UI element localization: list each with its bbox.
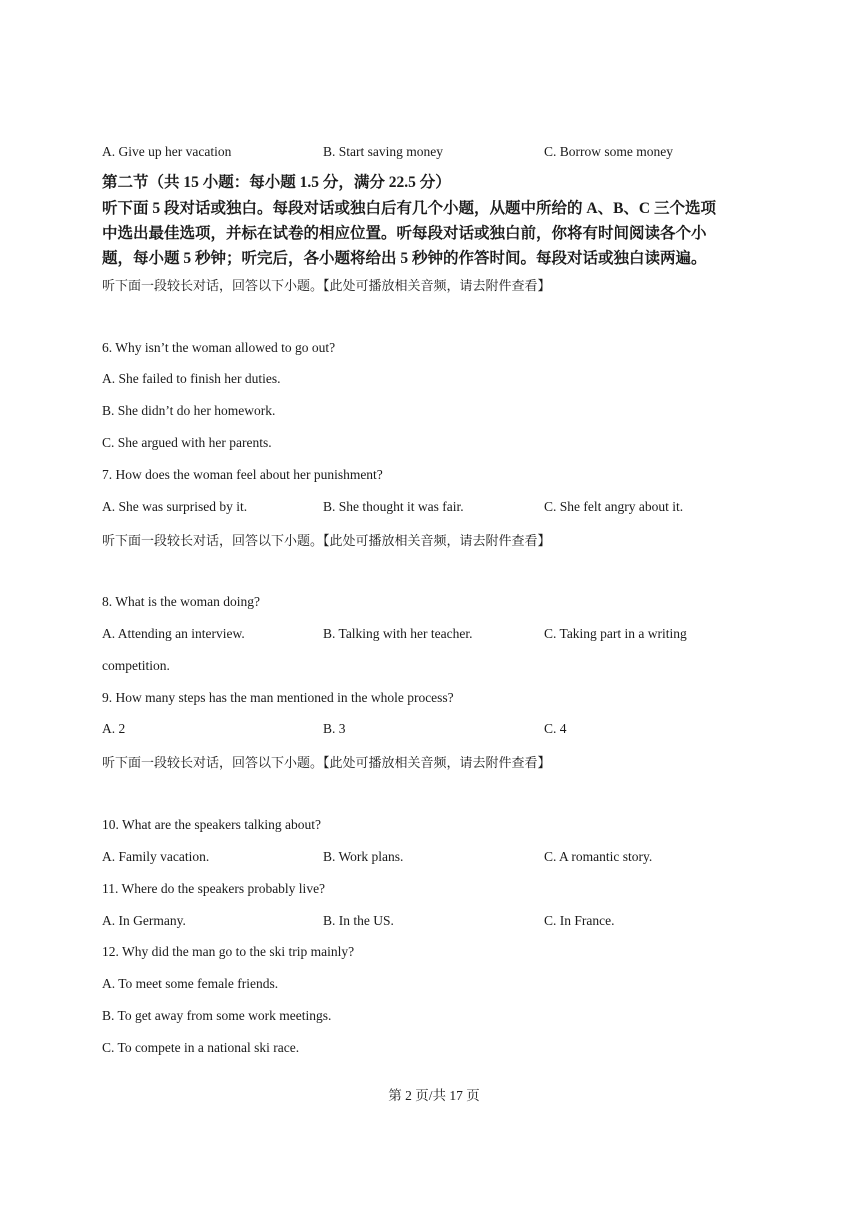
instructions-line-1: 听下面 5 段对话或独白。每段对话或独白后有几个小题，从题中所给的 A、B、C 三个选项 [102,200,716,217]
q12-option-b: B. To get away from some work meetings. [102,1008,332,1023]
q8-question: 8. What is the woman doing? [102,594,260,609]
q5-option-a: A. Give up her vacation [102,144,232,159]
q6-option-c: C. She argued with her parents. [102,435,272,450]
q8-option-b: B. Talking with her teacher. [323,626,473,641]
q10-option-a: A. Family vacation. [102,849,210,864]
q8-option-a: A. Attending an interview. [102,626,245,641]
q7-option-b: B. She thought it was fair. [323,499,464,514]
q12-option-a: A. To meet some female friends. [102,976,279,991]
page-number: 第 2 页/共 17 页 [388,1088,480,1103]
audio-note-1: 听下面一段较长对话，回答以下小题。【此处可播放相关音频，请去附件查看】 [102,278,551,293]
q11-question: 11. Where do the speakers probably live? [102,881,326,896]
q9-question: 9. How many steps has the man mentioned in the whole process? [102,690,454,705]
q7-option-c: C. She felt angry about it. [544,499,684,514]
q12-option-c: C. To compete in a national ski race. [102,1040,300,1055]
q7-question: 7. How does the woman feel about her punishment? [102,467,383,482]
q9-option-a: A. 2 [102,721,126,736]
q11-option-b: B. In the US. [323,913,394,928]
q10-question: 10. What are the speakers talking about? [102,817,322,832]
section-title: 第二节（共 15 小题：每小题 1.5 分，满分 22.5 分） [102,174,451,191]
q9-option-b: B. 3 [323,721,346,736]
q11-option-a: A. In Germany. [102,913,186,928]
q10-option-c: C. A romantic story. [544,849,653,864]
q9-option-c: C. 4 [544,721,567,736]
q8-option-c: C. Taking part in a writing [544,626,687,641]
q6-question: 6. Why isn’t the woman allowed to go out? [102,340,336,355]
instructions-line-3: 题，每小题 5 秒钟；听完后，各小题将给出 5 秒钟的作答时间。每段对话或独白读两遍。 [102,250,707,267]
audio-note-2: 听下面一段较长对话，回答以下小题。【此处可播放相关音频，请去附件查看】 [102,533,551,548]
q10-option-b: B. Work plans. [323,849,404,864]
q6-option-a: A. She failed to finish her duties. [102,371,281,386]
q5-option-c: C. Borrow some money [544,144,673,159]
q7-option-a: A. She was surprised by it. [102,499,248,514]
instructions-line-2: 中选出最佳选项，并标在试卷的相应位置。听每段对话或独白前，你将有时间阅读各个小 [102,225,707,242]
q8-option-c-continued: competition. [102,658,170,673]
q11-option-c: C. In France. [544,913,615,928]
q12-question: 12. Why did the man go to the ski trip mainly? [102,944,355,959]
q6-option-b: B. She didn’t do her homework. [102,403,276,418]
q5-option-b: B. Start saving money [323,144,443,159]
audio-note-3: 听下面一段较长对话，回答以下小题。【此处可播放相关音频，请去附件查看】 [102,755,551,770]
